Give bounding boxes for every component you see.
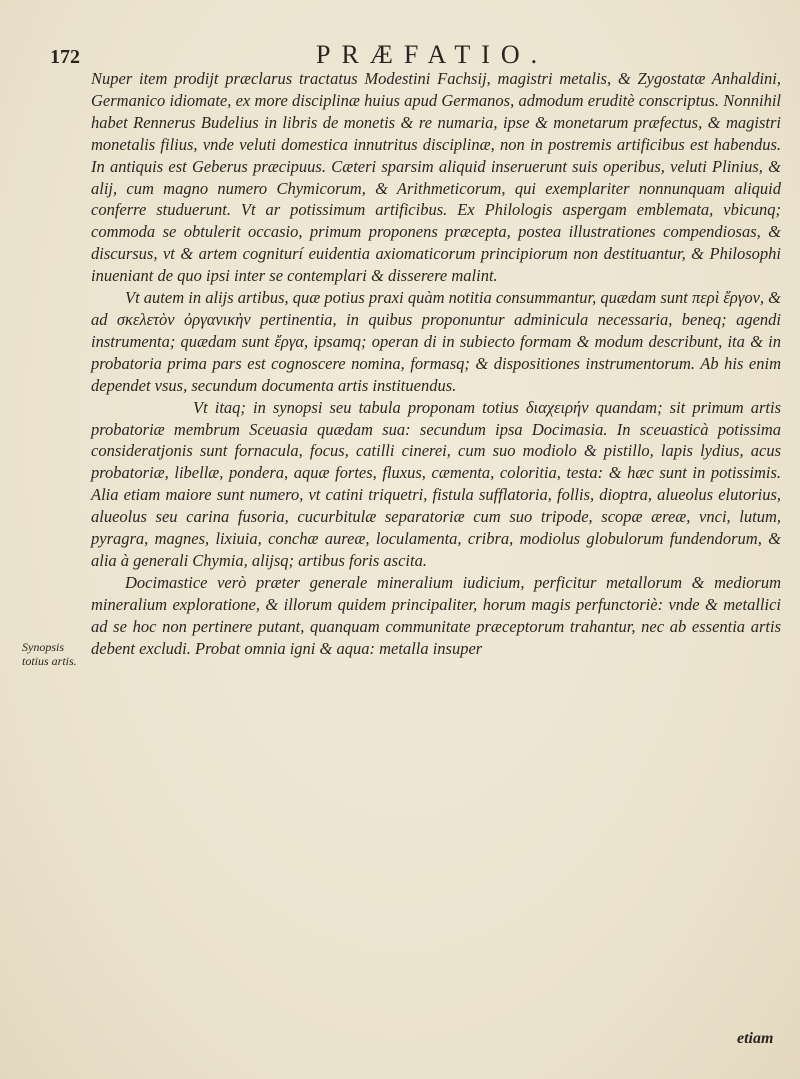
margin-note: Synopsis totius artis. [22,640,77,668]
page-header [0,30,800,70]
paragraph-3: Vt itaq; in synopsi seu tabula proponam totius διαχειρήν quandam; sit primum artis probatoriæ membrum Sceuasia quædam sua: secundum ipsa Docimasia. In sceuasticà potissima consideratjonis sunt fornacula, focus, catilli cinerei, cum suo modiolo & pistillo, lapis lydius, acus probatoriæ, libellæ, pondera, aquæ fortes, fluxus, cæmenta, coloritia, testa: & hæc sunt in potissimis. Alia etiam maiore sunt numero, vt catini triquetri, fistula sufflatoria, follis, dioptra, alueolus elutorius, alueolus seu carina fusoria, cucurbitulæ separatoriæ cum suo tripode, scopæ æreæ, vnci, lutum, pyragra, magnes, lixiuia, conchæ aureæ, loculamenta, cribra, modiolus globulorum fundendorum, & alia à generali Chymia, alijsq; artibus foris ascita. [91,397,781,570]
paragraph-2: Vt autem in alijs artibus, quæ potius praxi quàm notitia consummantur, quædam sunt περὶ ἔργον, & ad σκελετὸν ὀργανικὴν pertinentia, in quibus proponuntur adminicula necessaria, beneq; agendi instrumenta; quædam sunt ἔργα, ipsamq; operan di in subiecto formam & modum describunt, ita & in probatoria prima pars est cognoscere nomina, formasq; & dispositiones instrumentorum. Ab his enim dependet vsus, secundum documenta artis instituendus. [91,288,781,395]
running-title: PRÆFATIO. [316,40,549,69]
body-text [91,68,781,659]
catchword: etiam [737,1030,774,1047]
paragraph-4: Docimastice verò præter generale mineralium iudicium, perficitur metallorum & mediorum mineralium exploratione, & illorum quidem principaliter, horum magis perfunctoriè: vnde & metallici ad se hoc non pertinere putant, quanquam communitate præceptorum trahantur, nec ab essentia artis debent excludi. Probat omnia igni & aqua: metalla insuper [91,572,781,658]
paragraph-1: Nuper item prodijt præclarus tractatus Modestini Fachsij, magistri metalis, & Zygostatæ Anhaldini, Germanico idiomate, ex more disciplinæ huius apud Germanos, admodum eruditè conscriptus. Nonnihil habet Rennerus Budelius in libris de monetis & re numaria, ipse & monetarum præfectus, & magistri monetalis filius, vnde veluti domestica innutritus disciplinæ, non in postremis artificibus est habendus. In antiquis est Geberus præcipuus. Cæteri sparsim aliquid inseruerunt suis operibus, veluti Plinius, & alij, cum magno numero Chymicorum, & Arithmeticorum, qui exemplariter nonnunquam aliquid conferre studuerunt. Vt ar potissimum artificibus. Ex Philologis aspergam emblemata, vbicunq; commoda se obtulerit occasio, primum proponens præcepta, postea illustrationes compendiosas, & discursus, vt & artem cogniturí euidentia axiomaticorum principiorum non destituantur, & Philosophi inueniant de quo ipsi inter se contemplari & disserere malint. [91,69,781,286]
page-number: 172 [50,46,80,68]
